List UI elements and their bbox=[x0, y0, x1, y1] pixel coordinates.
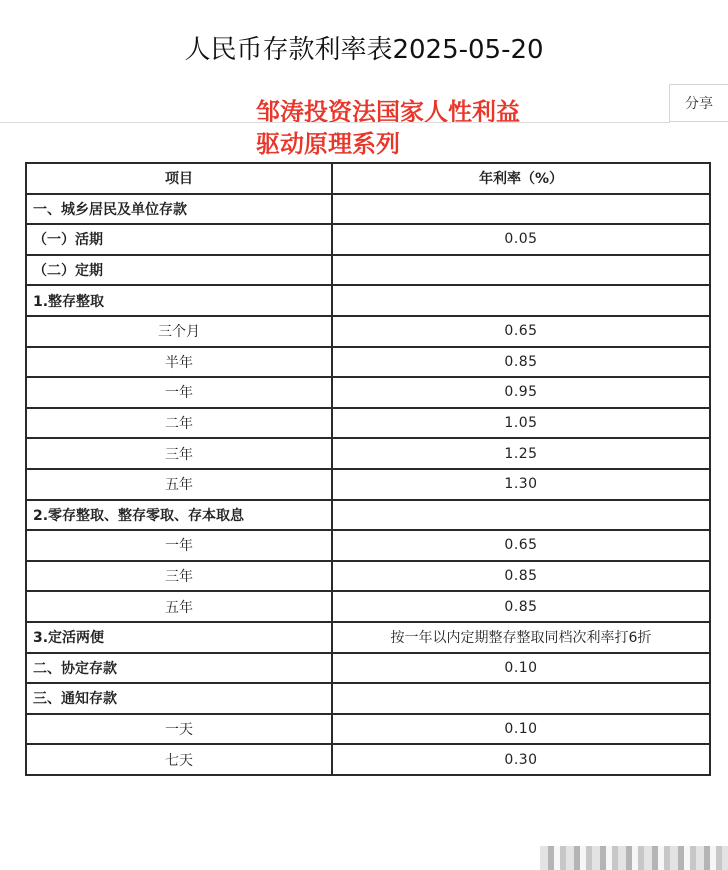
table-row bbox=[26, 347, 710, 378]
row-item: 二、协定存款 bbox=[26, 653, 332, 684]
row-item: 一天 bbox=[26, 714, 332, 745]
table-row bbox=[26, 500, 710, 531]
table-row bbox=[26, 377, 710, 408]
pixelated-overlay bbox=[540, 846, 728, 870]
header-item: 项目 bbox=[26, 163, 332, 194]
row-rate: 1.30 bbox=[332, 469, 710, 500]
table-row bbox=[26, 714, 710, 745]
row-rate: 0.85 bbox=[332, 561, 710, 592]
row-rate: 1.25 bbox=[332, 438, 710, 469]
row-item: 三、通知存款 bbox=[26, 683, 332, 714]
row-item: 三个月 bbox=[26, 316, 332, 347]
table-row bbox=[26, 469, 710, 500]
table-row bbox=[26, 316, 710, 347]
table-row bbox=[26, 255, 710, 286]
row-item: 3.定活两便 bbox=[26, 622, 332, 653]
table-row bbox=[26, 653, 710, 684]
table-row bbox=[26, 591, 710, 622]
row-rate: 0.30 bbox=[332, 744, 710, 775]
share-button[interactable]: 分享 bbox=[669, 84, 728, 122]
table-row bbox=[26, 285, 710, 316]
row-rate: 0.65 bbox=[332, 530, 710, 561]
table-row bbox=[26, 683, 710, 714]
row-item: 二年 bbox=[26, 408, 332, 439]
row-item: 七天 bbox=[26, 744, 332, 775]
row-item: 一年 bbox=[26, 377, 332, 408]
row-item: （二）定期 bbox=[26, 255, 332, 286]
row-item: 1.整存整取 bbox=[26, 285, 332, 316]
row-rate: 0.10 bbox=[332, 714, 710, 745]
table-row bbox=[26, 194, 710, 225]
row-rate: 0.05 bbox=[332, 224, 710, 255]
row-rate: 0.10 bbox=[332, 653, 710, 684]
row-rate: 0.95 bbox=[332, 377, 710, 408]
table-row bbox=[26, 224, 710, 255]
table-row bbox=[26, 744, 710, 775]
rate-table bbox=[25, 162, 711, 776]
row-item: （一）活期 bbox=[26, 224, 332, 255]
row-rate: 0.65 bbox=[332, 316, 710, 347]
table-row bbox=[26, 530, 710, 561]
row-item: 一、城乡居民及单位存款 bbox=[26, 194, 332, 225]
row-item: 一年 bbox=[26, 530, 332, 561]
row-rate bbox=[332, 500, 710, 531]
row-rate bbox=[332, 255, 710, 286]
row-item: 半年 bbox=[26, 347, 332, 378]
row-rate: 按一年以内定期整存整取同档次利率打6折 bbox=[332, 622, 710, 653]
row-item: 五年 bbox=[26, 469, 332, 500]
page-title: 人民币存款利率表2025-05-20 bbox=[184, 35, 544, 65]
watermark-text bbox=[256, 96, 520, 160]
table-header-row bbox=[26, 163, 710, 194]
header-rate: 年利率（%） bbox=[332, 163, 710, 194]
divider bbox=[0, 122, 670, 123]
table-row bbox=[26, 408, 710, 439]
watermark-line-1: 邹涛投资法国家人性利益 bbox=[256, 98, 520, 126]
watermark-line-2: 驱动原理系列 bbox=[256, 130, 400, 158]
row-rate bbox=[332, 194, 710, 225]
row-rate: 1.05 bbox=[332, 408, 710, 439]
row-rate: 0.85 bbox=[332, 347, 710, 378]
table-row bbox=[26, 438, 710, 469]
row-rate bbox=[332, 683, 710, 714]
row-rate: 0.85 bbox=[332, 591, 710, 622]
table-row bbox=[26, 561, 710, 592]
row-rate bbox=[332, 285, 710, 316]
row-item: 三年 bbox=[26, 438, 332, 469]
table-row bbox=[26, 622, 710, 653]
row-item: 五年 bbox=[26, 591, 332, 622]
row-item: 三年 bbox=[26, 561, 332, 592]
row-item: 2.零存整取、整存零取、存本取息 bbox=[26, 500, 332, 531]
